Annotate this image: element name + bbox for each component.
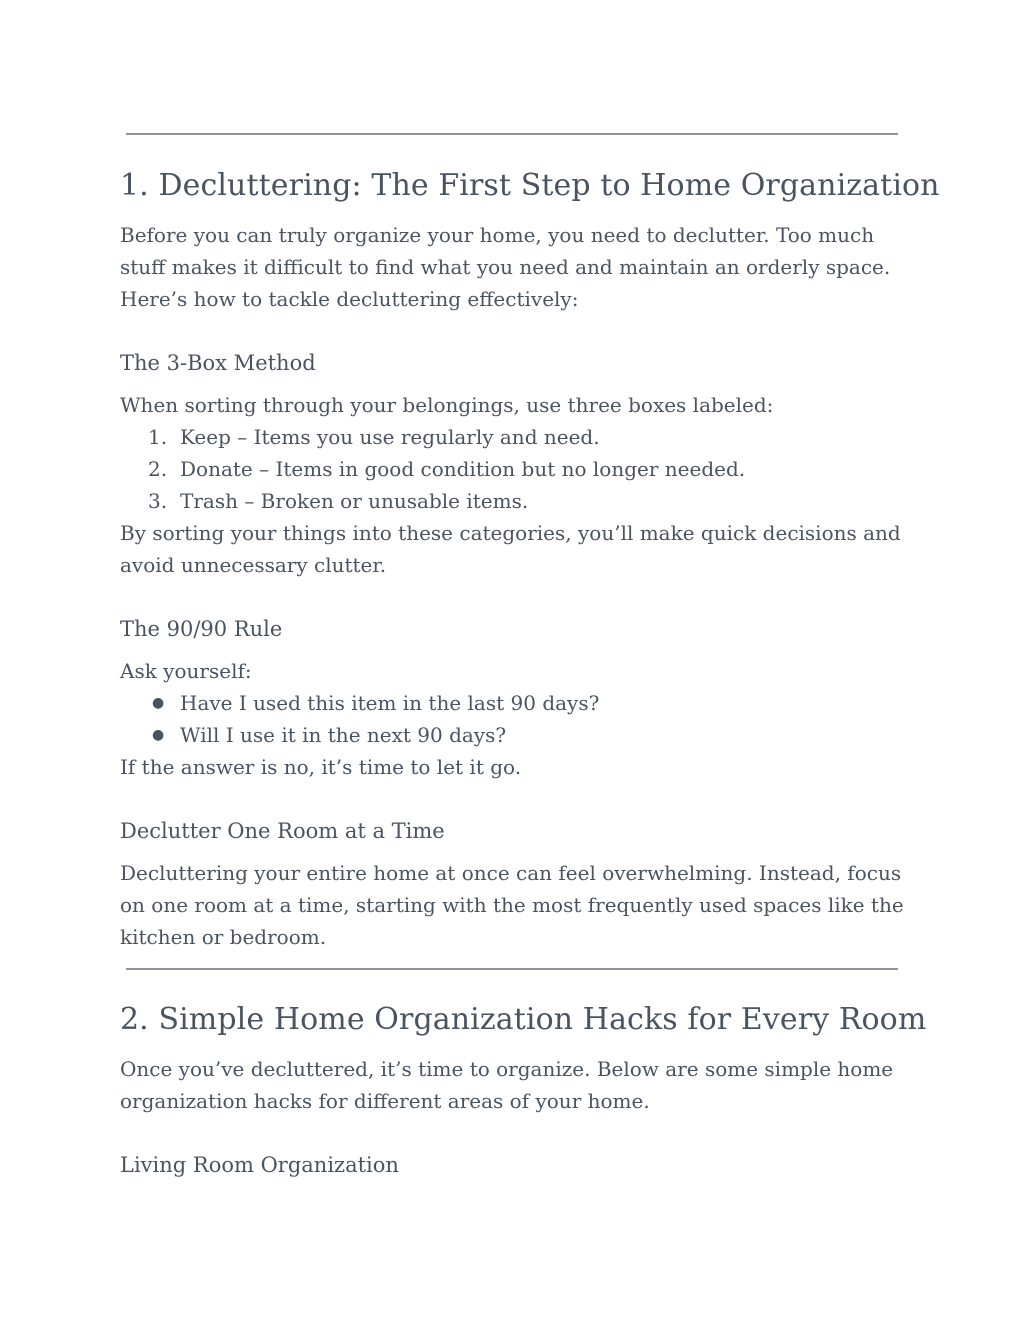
top-divider — [126, 133, 898, 135]
list-item — [120, 485, 745, 517]
list-item-text: Trash – Broken or unusable items. — [180, 489, 529, 513]
section-2-title: 2. Simple Home Organization Hacks for Every Room — [120, 1002, 927, 1037]
section-1-title: 1. Decluttering: The First Step to Home Organization — [120, 168, 940, 203]
bullet-icon: ● — [152, 695, 165, 711]
bullet-icon: ● — [152, 727, 165, 743]
list-number: 2. — [148, 457, 168, 481]
rule-90-lead: Ask yourself: — [120, 659, 252, 683]
list-item — [120, 687, 599, 719]
box-method-lead: When sorting through your belongings, use three boxes labeled: — [120, 393, 774, 417]
list-item — [120, 453, 745, 485]
section-2-intro: Once you’ve decluttered, it’s time to organize. Below are some simple home organization hacks for different areas of your home. — [120, 1057, 894, 1113]
list-item-text: Donate – Items in good condition but no longer needed. — [180, 457, 746, 481]
list-item-text: Have I used this item in the last 90 days? — [180, 691, 600, 715]
box-method-heading: The 3-Box Method — [120, 351, 316, 375]
rule-90-list — [120, 687, 599, 751]
list-number: 3. — [148, 489, 168, 513]
one-room-heading: Declutter One Room at a Time — [120, 819, 445, 843]
box-method-closing: By sorting your things into these categories, you’ll make quick decisions and avoid unnecessary clutter. — [120, 521, 901, 577]
one-room-text: Decluttering your entire home at once can feel overwhelming. Instead, focus on one room at a time, starting with the most frequently used spaces like the kitchen or bedroom. — [120, 861, 904, 949]
section-1-intro: Before you can truly organize your home, you need to declutter. Too much stuff makes it difficult to find what you need and maintain an orderly space. Here’s how to tackle decluttering effectively: — [120, 223, 891, 311]
list-item — [120, 719, 599, 751]
living-room-heading: Living Room Organization — [120, 1153, 399, 1177]
list-number: 1. — [148, 425, 168, 449]
box-method-list — [120, 421, 745, 517]
middle-divider — [126, 968, 898, 970]
rule-90-heading: The 90/90 Rule — [120, 617, 283, 641]
list-item — [120, 421, 745, 453]
list-item-text: Keep – Items you use regularly and need. — [180, 425, 600, 449]
rule-90-closing: If the answer is no, it’s time to let it go. — [120, 755, 522, 779]
list-item-text: Will I use it in the next 90 days? — [180, 723, 507, 747]
